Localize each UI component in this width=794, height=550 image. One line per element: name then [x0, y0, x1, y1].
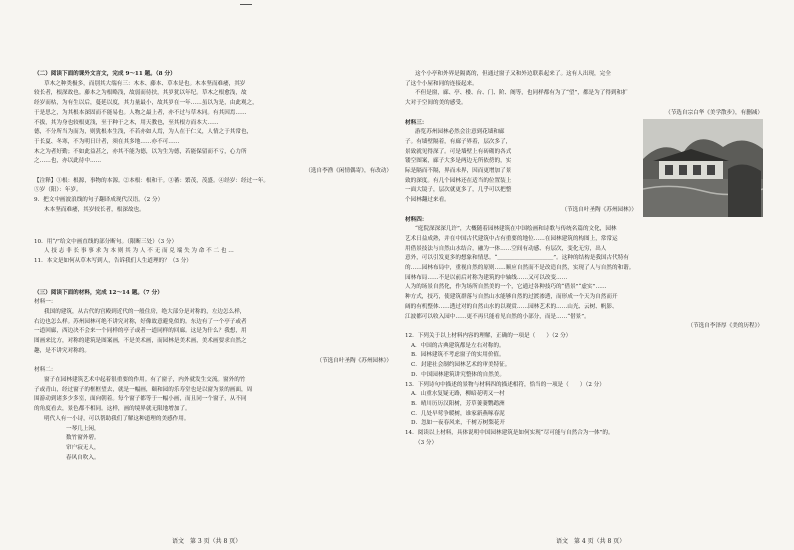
- passage-line: 于是思之，为其根本深固而不能易也。人物之最上者，亦不过与草木同。有其因焉……: [34, 109, 247, 116]
- material-3-line: 镂空图案，廊子大多是两边无所依傍的，实: [405, 158, 512, 165]
- material-2-line: 明代人有一小诗，可以帮助我们了解这种道理的美感作用。: [44, 415, 190, 422]
- material-4-line: 人为的场景自然化，作为场所自然美的一个，它通过各种技巧的“借景”“虚实”……: [405, 284, 607, 291]
- garden-photo-image: [643, 119, 763, 217]
- material-1-line: 趣，是不讲究对称的。: [34, 347, 90, 354]
- material-2-line: 子或青山，经过窗子的框框望去，就是一幅画，颐和园的乐寿堂也是以窗为景的画面，周: [34, 386, 253, 393]
- question-11: 11．本文是如何从草木写到人，告诉我们人生道理的？（3 分）: [34, 257, 192, 264]
- material-2-line: 的角度看去，景色都不相同。这样，画的境界就无限地增加了。: [34, 406, 191, 413]
- material-4-line: 种方式，技巧，使建筑群落与自然山水能够自然的过渡渗透，而形成一个天为自然而开: [405, 294, 618, 301]
- material-2-title: 材料二：: [34, 367, 57, 374]
- top-line: 这个小亭和外界是隔离的，但通过窗子又和外边联系起来了。这有人出现，完全: [415, 71, 611, 77]
- material-3-line: 致的深度。有几个园林还在适当的位置装上: [405, 177, 512, 184]
- poem-line: 数竹窗外碧。: [66, 435, 100, 442]
- material-1-source: （节选自叶圣陶《苏州园林》）: [316, 357, 392, 364]
- question-12: 12．下列关于以上材料内容的理解，正确的一项是（ ）（2 分）: [405, 332, 572, 339]
- section2-title: （二）阅读下面的课外文言文，完成 9～11 题。（8 分）: [34, 71, 176, 77]
- poem-line: 春风自吹入。: [66, 454, 100, 461]
- question-13-option: B．晴川历历汉阳树，芳草萋萋鹦鹉洲: [411, 400, 505, 407]
- question-9: 9．把文中画波浪线的句子翻译成现代汉语。（2 分）: [34, 197, 164, 204]
- top-mark: [240, 4, 252, 5]
- passage-line: 于长夏、冬寒，不为明日计者，须在其多地……亦不可……: [34, 138, 180, 145]
- material-1-line: 右边也怎么样。苏州园林可绝不讲究对称，好像故意避免似的。东边有了一个亭子或者: [34, 318, 247, 325]
- material-4-line: 艺术日益成熟，并在中国古代建筑中占有重要的地位……在园林建筑的构图上，常常运: [405, 235, 618, 242]
- material-4-line: 江波都可以收入园中……更不再只能看见自然的小部分，而是……“借景”。: [405, 313, 590, 320]
- top-line: 大对于空间的美的感受。: [405, 100, 467, 107]
- right-page-footer: 语文 第 4 页（共 8 页）: [556, 538, 626, 545]
- material-4-line: 的……园林布局中，重视自然的原则……顺应自然而不是改造自然，实现了人与自然的和谐。: [405, 265, 635, 272]
- question-10-sentence: 人 技 志 非 长 事 事 求 为 本 则 其 为 人 不 无 而 兑 端 失 为 命 不 二 也 …: [44, 248, 234, 255]
- question-10: 10．用“/”给文中画直线的部分断句。（限断三处）（3 分）: [34, 238, 178, 245]
- material-3-line: 一面大镜子，层次就更多了，几乎可以把整: [405, 187, 512, 194]
- material-4-line: “庭院深深深几许”，大概随着园林建筑在中国绘画和诗歌与传统名篇的文化，园林: [415, 226, 617, 233]
- material-3-title: 材料三：: [405, 119, 428, 126]
- question-13-option: A．山重水复疑无路，柳暗花明又一村: [411, 391, 505, 398]
- material-4-source: （节选自李泽厚《美的历程》）: [687, 323, 763, 330]
- material-1-title: 材料一：: [34, 299, 57, 306]
- material-3-line: 子。有墙壁隔着，有廊子界着，层次多了，: [405, 138, 512, 145]
- question-12-option: A．中国的古典建筑都是左右对称的。: [411, 342, 505, 349]
- passage-source: （选自李渔《闲情偶寄》，有改动）: [305, 168, 392, 175]
- material-1-line: 图画来比方，对称的建筑是图案画，不是美术画，而园林是美术画，美术画要求自然之: [34, 338, 247, 345]
- material-1-line: 一道回廊，西边决不会来一个同样的亭子或者一道同样的回廊。这是为什么？我想，用: [34, 328, 247, 335]
- material-4-line: 意外，可以引发更多的想象和情思。“＿＿＿＿＿＿＿＿＿＿”。这种的结构是我国古代特有: [405, 255, 629, 262]
- question-12-option: C．封建社会制约园林艺术的审美特征。: [411, 362, 511, 369]
- passage-line: 较长者，根深故也。藤本之为根略浅，故弱而待扶，其岁犹以年纪。草木之根愈浅，故: [34, 90, 247, 97]
- annotation-notes: 【注释】①根：根源，事物的本源。②本根：根和干。③蕃：繁茂，茂盛。④经岁：经过一年。: [34, 177, 269, 184]
- question-12-option: B．园林建筑不考虑窗子的实用价值。: [411, 352, 505, 359]
- passage-line: 德，不分所当为而为，则犹根本生浅，不若亦如人焉，为人在于仁义，人情之于其常也，: [34, 129, 253, 136]
- section3-title: （三）阅读下面的材料，完成 12～14 题。（7 分）: [34, 289, 163, 296]
- material-3-line: 个园林翻过来看。: [405, 197, 450, 204]
- passage-line: 经岁而枯，为有生以后，蔓延以度，其力量最小，故其岁在一年……虽以为是，由此观之，: [34, 100, 258, 107]
- poem-line: 帘户寂无人，: [66, 444, 100, 451]
- left-page: [34, 70, 392, 463]
- material-3-block: [405, 119, 763, 216]
- question-9-sentence: 木本坚而难痿，其岁较长者，根深故也。: [44, 206, 145, 213]
- garden-photo: [643, 119, 763, 217]
- top-source: （节选自宗白华《美学散步》，有删减）: [665, 109, 763, 116]
- passage-line: 草木之种类极多，而别其大端有三：木本、藤本、草本是也。木本坚而难痿，其岁: [44, 80, 246, 87]
- material-3-line: 景致就见得深了。可是墙壁上有砖砌的各式: [405, 148, 512, 155]
- question-14-score: （3 分）: [415, 439, 438, 446]
- poem-line: 一琴几上闲，: [66, 425, 100, 432]
- passage-line: 木之为者好勤；不如此益甚之，亦其不能为德，以为生为德，若能保留而不亏，心力所: [34, 148, 247, 155]
- material-3-line: 际是隔而不隔，界而未界，因而更增加了景: [405, 168, 512, 175]
- top-line: 了这个小屋和同的连接起来。: [405, 80, 478, 87]
- top-line: 不但是窗，廊、亭、楼、台、门、阶、阁等，也同样都有为了“望”，都是为了得到和扩: [415, 90, 628, 97]
- question-13: 13．下列诗句中描述的景物与材料四的描述相符，恰当的一项是（ ）（2 分）: [405, 381, 605, 388]
- question-13-option: D．忽如一夜春风来，千树万树梨花开: [411, 420, 505, 427]
- material-3-source: （节选自叶圣陶《苏州园林》）: [561, 206, 637, 213]
- material-3-line: 游览苏州园林必然会注意到花墙和廊: [415, 129, 505, 136]
- question-13-option: C．几处早莺争暖树，谁家新燕啄春泥: [411, 410, 505, 417]
- material-2-line: 围游动到诸多少多室，面向朝着。每个窗子都等于一幅小画，而且同一个窗子，从不同: [34, 396, 247, 403]
- passage-line: 不拔，其为身也较根更浅，至于种于之木，用天教也，至其根方而本大……: [34, 119, 219, 126]
- question-14: 14．阅读以上材料，具体说明中国园林建筑是如何实现“尽可能与自然合为一体”的。: [405, 430, 614, 437]
- left-page-footer: 语文 第 3 页（共 8 页）: [172, 538, 242, 545]
- material-1-line: 我国的建筑，从古代的宫殿到近代的一般住房，绝大部分是对称的，左边怎么样，: [44, 309, 246, 316]
- passage-line: 之……也，亦以此待中……: [34, 158, 102, 165]
- right-page: [405, 70, 763, 448]
- material-4-line: 用借景技法与自然山水结合，融为一体……空间有动感、有层次，变化无穷，出人: [405, 245, 607, 252]
- material-2-line: 窗子在园林建筑艺术中起着很重要的作用。有了窗子，内外就发生交流。窗外的竹: [44, 376, 246, 383]
- question-12-option: D．中国园林建筑讲究整体的自然美。: [411, 371, 505, 378]
- material-4-line: 阔的有机整体……透过对的自然山水的以观赏……园林艺术的……山光、云树、帆影、: [405, 303, 618, 310]
- material-4-title: 材料四：: [405, 216, 428, 223]
- material-4-line: 园林布局……不是以前后对称为建筑的中轴线……又可以改变……: [405, 274, 568, 281]
- passage: [34, 80, 392, 167]
- annotation-notes-2: ⑤岁（阳）：年岁。: [34, 187, 82, 194]
